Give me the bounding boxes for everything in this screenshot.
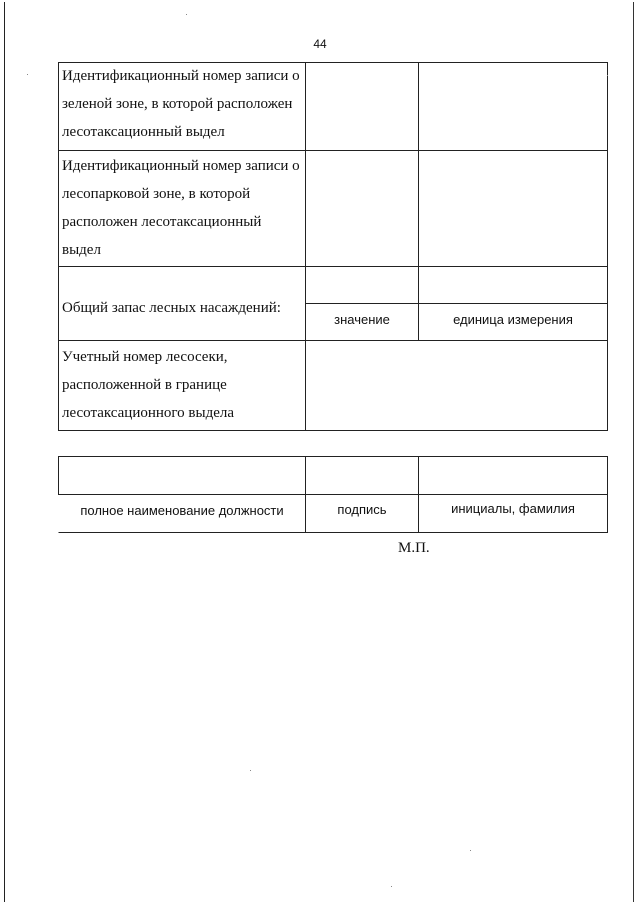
total-stock-unit-input[interactable] <box>418 266 608 304</box>
value-cell-forest-park-zone[interactable] <box>305 150 419 267</box>
label-line: Учетный номер лесосеки, <box>62 349 228 365</box>
forest-park-zone-label <box>62 152 304 264</box>
signature-caption: подпись <box>337 502 387 517</box>
label-line: лесопарковой зоне, в которой <box>62 186 251 202</box>
position-input[interactable] <box>58 456 306 495</box>
scan-speck <box>186 14 187 15</box>
value-cell-green-zone[interactable] <box>305 62 419 151</box>
label-line: зеленой зоне, в которой расположен <box>62 96 293 112</box>
label-line: Идентификационный номер записи о <box>62 68 300 84</box>
extra-cell-green-zone[interactable] <box>418 62 608 151</box>
scan-speck <box>391 886 392 887</box>
scan-speck <box>470 850 471 851</box>
green-zone-label <box>62 62 304 146</box>
label-line: лесотаксационного выдела <box>62 405 235 421</box>
extra-cell-forest-park-zone[interactable] <box>418 150 608 267</box>
scan-speck <box>27 74 28 75</box>
page-number: 44 <box>313 37 327 51</box>
total-stock-label: Общий запас лесных насаждений: <box>62 300 281 316</box>
scan-speck <box>250 770 251 771</box>
scan-speck <box>607 75 608 76</box>
cutting-area-number-input[interactable] <box>305 340 608 431</box>
name-input[interactable] <box>418 456 608 495</box>
total-stock-value-input[interactable] <box>305 266 419 304</box>
label-line: Идентификационный номер записи о <box>62 158 300 174</box>
unit-caption: единица измерения <box>453 312 573 327</box>
label-line: выдел <box>62 242 101 258</box>
name-caption: инициалы, фамилия <box>451 501 575 516</box>
value-caption: значение <box>334 312 390 327</box>
label-line: расположен лесотаксационный <box>62 214 262 230</box>
label-line: расположенной в границе <box>62 377 227 393</box>
label-line: лесотаксационный выдел <box>62 124 225 140</box>
cutting-area-label <box>62 343 304 427</box>
stamp-placeholder: М.П. <box>398 540 430 556</box>
signature-input[interactable] <box>305 456 419 495</box>
position-caption: полное наименование должности <box>80 503 284 518</box>
